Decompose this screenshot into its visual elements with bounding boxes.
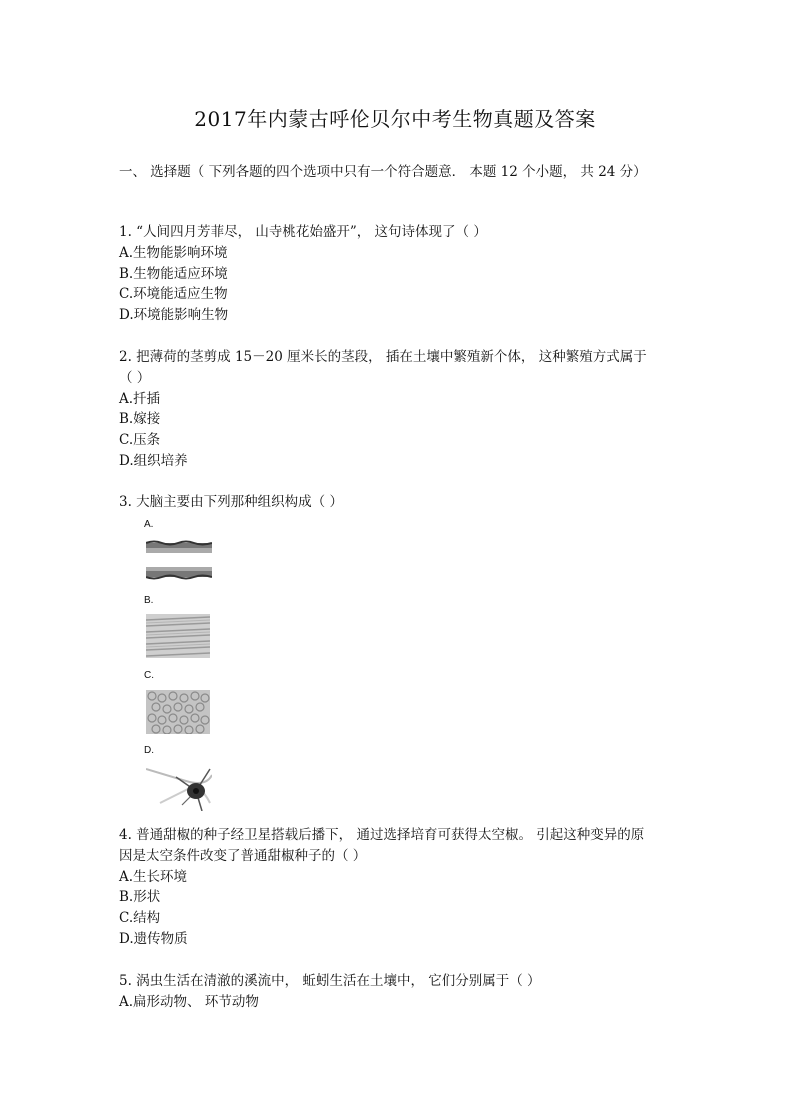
question-stem: 5. 涡虫生活在清澈的溪流中， 蚯蚓生活在土壤中， 它们分别属于（ ） (119, 973, 541, 989)
question-4 (119, 825, 644, 950)
muscle-tissue-image (146, 614, 210, 658)
option-a: A.生长环境 (119, 868, 188, 885)
epithelial-tissue-image (146, 539, 212, 587)
option-b: B.形状 (119, 889, 161, 906)
option-c: C.结构 (119, 910, 161, 927)
document-title: 2017年内蒙古呼伦贝尔中考生物真题及答案 (194, 107, 596, 131)
question-stem: 4. 普通甜椒的种子经卫星搭载后播下， 通过选择培育可获得太空椒。 引起这种变异的原 (119, 827, 645, 843)
question-stem-continued: （ ） (119, 369, 151, 386)
figure-label-b: B. (144, 595, 154, 606)
question-stem: 2. 把薄荷的茎剪成 15－20 厘米长的茎段， 插在土壤中繁殖新个体， 这种繁殖方式属于 (119, 349, 647, 365)
connective-tissue-image (146, 690, 210, 734)
section-heading: 一、 选择题（ 下列各题的四个选项中只有一个符合题意． 本题 12 个小题， 共 24 分） (119, 164, 647, 180)
question-stem: 3. 大脑主要由下列那种组织构成（ ） (119, 494, 343, 510)
question-stem-continued: 因是太空条件改变了普通甜椒种子的（ ） (119, 847, 367, 864)
option-a: A.扁形动物、 环节动物 (119, 993, 259, 1010)
nerve-tissue-image (146, 765, 212, 811)
question-5 (119, 971, 541, 1013)
question-2 (119, 347, 647, 472)
figure-label-a: A. (144, 519, 154, 530)
option-d: D.环境能影响生物 (119, 307, 229, 324)
question-stem: 1. “人间四月芳菲尽， 山寺桃花始盛开”， 这句诗体现了（ ） (119, 224, 487, 240)
option-a: A.生物能影响环境 (119, 244, 228, 261)
option-b: B.生物能适应环境 (119, 265, 228, 282)
question-1 (119, 222, 487, 326)
option-d: D.组织培养 (119, 452, 188, 469)
option-d: D.遗传物质 (119, 930, 188, 947)
option-c: C.环境能适应生物 (119, 286, 228, 303)
option-b: B.嫁接 (119, 411, 161, 428)
figure-label-c: C. (144, 670, 154, 681)
question-3 (119, 492, 343, 513)
option-a: A.扦插 (119, 390, 161, 407)
option-c: C.压条 (119, 432, 161, 449)
figure-label-d: D. (144, 745, 154, 756)
